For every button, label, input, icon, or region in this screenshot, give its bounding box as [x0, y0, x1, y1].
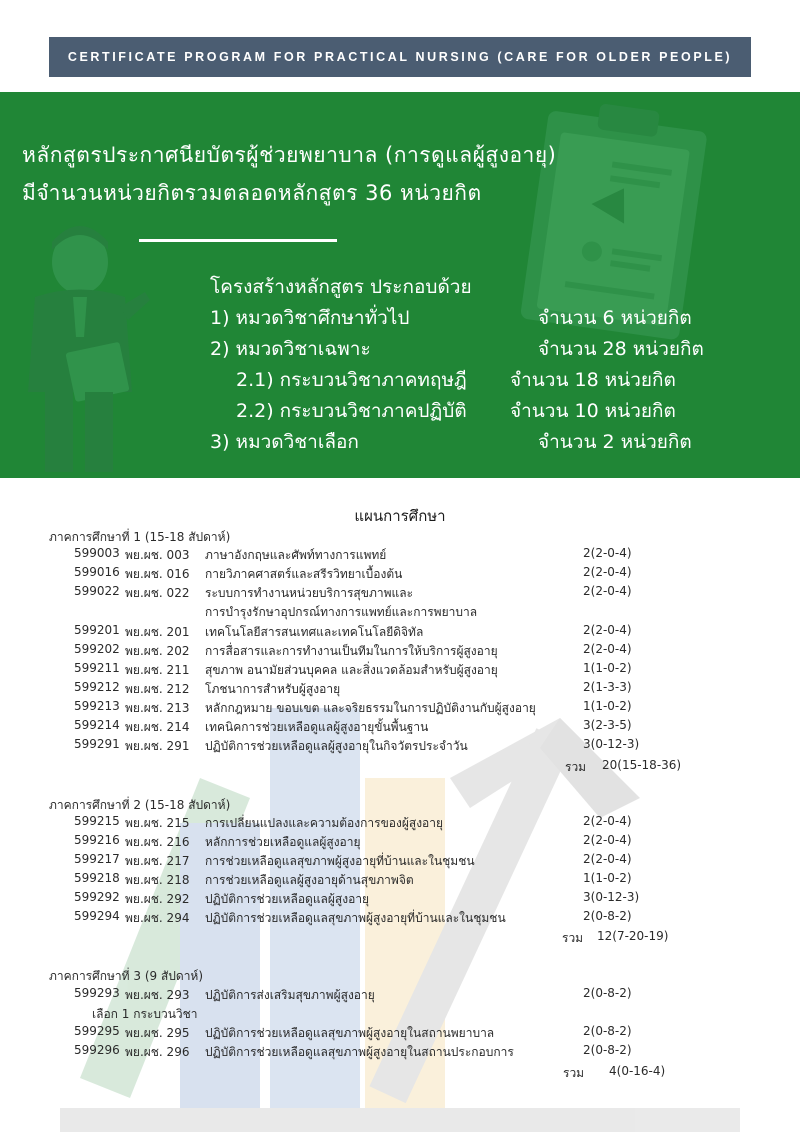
course-credits: 3(2-3-5) — [583, 718, 632, 732]
course-code: 599295 — [74, 1024, 120, 1038]
course-credits: 2(0-8-2) — [583, 909, 632, 923]
course-row — [0, 1024, 800, 1043]
structure-label: 2.2) กระบวนวิชาภาคปฏิบัติ — [236, 400, 467, 422]
course-row — [0, 890, 800, 909]
course-row — [0, 642, 800, 661]
course-abbr: พย.ผช. 295 — [125, 1026, 190, 1040]
course-code: 599022 — [74, 584, 120, 598]
course-code: 599201 — [74, 623, 120, 637]
study-plan — [0, 478, 800, 1132]
structure-label: 2) หมวดวิชาเฉพาะ — [210, 338, 371, 360]
course-row — [0, 737, 800, 756]
course-abbr: พย.ผช. 202 — [125, 644, 190, 658]
course-name: การช่วยเหลือดูแลสุขภาพผู้สูงอายุที่บ้านและในชุมชน — [205, 854, 475, 868]
course-name: ปฏิบัติการช่วยเหลือดูแลผู้สูงอายุ — [205, 892, 370, 906]
structure-row — [210, 396, 750, 427]
course-credits: 2(2-0-4) — [583, 814, 632, 828]
semester-heading: ภาคการศึกษาที่ 3 (9 สัปดาห์) — [49, 969, 204, 983]
course-code: 599291 — [74, 737, 120, 751]
course-name-continued: การบำรุงรักษาอุปกรณ์ทางการแพทย์และการพยาบาล — [205, 605, 478, 619]
course-credits: 2(1-3-3) — [583, 680, 632, 694]
course-name: การช่วยเหลือดูแลผู้สูงอายุด้านสุขภาพจิต — [205, 873, 414, 887]
course-code: 599215 — [74, 814, 120, 828]
structure-credits: จำนวน 2 หน่วยกิต — [538, 431, 692, 453]
course-abbr: พย.ผช. 212 — [125, 682, 190, 696]
structure-credits: จำนวน 6 หน่วยกิต — [538, 307, 692, 329]
course-name: โภชนาการสำหรับผู้สูงอายุ — [205, 682, 341, 696]
course-row — [0, 680, 800, 699]
course-abbr: พย.ผช. 216 — [125, 835, 190, 849]
total-label: รวม — [565, 760, 587, 774]
course-credits: 1(1-0-2) — [583, 699, 632, 713]
course-name: ระบบการทำงานหน่วยบริการสุขภาพและ — [205, 586, 414, 600]
course-abbr: พย.ผช. 291 — [125, 739, 190, 753]
course-credits: 2(0-8-2) — [583, 986, 632, 1000]
course-abbr: พย.ผช. 296 — [125, 1045, 190, 1059]
course-abbr: พย.ผช. 003 — [125, 548, 190, 562]
course-row — [0, 909, 800, 928]
banner-title — [22, 136, 556, 212]
structure-heading-row — [210, 272, 750, 303]
course-code: 599212 — [74, 680, 120, 694]
course-abbr: พย.ผช. 211 — [125, 663, 190, 677]
course-row — [0, 852, 800, 871]
structure-label: 3) หมวดวิชาเลือก — [210, 431, 359, 453]
course-credits: 1(1-0-2) — [583, 871, 632, 885]
course-code: 599213 — [74, 699, 120, 713]
course-code: 599216 — [74, 833, 120, 847]
course-code: 599202 — [74, 642, 120, 656]
structure-label: 2.1) กระบวนวิชาภาคทฤษฎี — [236, 369, 467, 391]
teacher-illustration — [28, 226, 150, 472]
course-abbr: พย.ผช. 213 — [125, 701, 190, 715]
curriculum-structure — [210, 272, 750, 458]
structure-credits: จำนวน 28 หน่วยกิต — [538, 338, 704, 360]
course-row — [0, 661, 800, 680]
structure-credits: จำนวน 18 หน่วยกิต — [510, 369, 676, 391]
course-credits: 2(2-0-4) — [583, 584, 632, 598]
course-credits: 2(2-0-4) — [583, 642, 632, 656]
course-credits: 2(2-0-4) — [583, 852, 632, 866]
program-title-bar — [49, 37, 751, 77]
course-name: หลักการช่วยเหลือดูแลผู้สูงอายุ — [205, 835, 361, 849]
total-credits: 20(15-18-36) — [602, 758, 682, 772]
course-code: 599217 — [74, 852, 120, 866]
course-abbr: พย.ผช. 201 — [125, 625, 190, 639]
hero-banner — [0, 92, 800, 478]
course-abbr: พย.ผช. 022 — [125, 586, 190, 600]
divider-line — [139, 239, 337, 242]
total-credits: 4(0-16-4) — [609, 1064, 666, 1078]
course-code: 599292 — [74, 890, 120, 904]
course-row — [0, 718, 800, 737]
total-label: รวม — [563, 1066, 585, 1080]
course-name: ปฏิบัติการช่วยเหลือดูแลสุขภาพผู้สูงอายุที่บ้านและในชุมชน — [205, 911, 506, 925]
course-name: สุขภาพ อนามัยส่วนบุคคล และสิ่งแวดล้อมสำหรับผู้สูงอายุ — [205, 663, 498, 677]
structure-row — [210, 334, 750, 365]
elective-note: เลือก 1 กระบวนวิชา — [92, 1007, 198, 1021]
course-credits: 2(2-0-4) — [583, 833, 632, 847]
course-name: หลักกฎหมาย ขอบเขต และจริยธรรมในการปฏิบัติงานกับผู้สูงอายุ — [205, 701, 536, 715]
course-code: 599214 — [74, 718, 120, 732]
banner-title-line-2: มีจำนวนหน่วยกิตรวมตลอดหลักสูตร 36 หน่วยกิต — [22, 181, 482, 205]
course-row — [0, 871, 800, 890]
course-abbr: พย.ผช. 214 — [125, 720, 190, 734]
course-name: ปฏิบัติการส่งเสริมสุขภาพผู้สูงอายุ — [205, 988, 375, 1002]
course-name: เทคนิคการช่วยเหลือดูแลผู้สูงอายุขั้นพื้นฐาน — [205, 720, 429, 734]
course-abbr: พย.ผช. 293 — [125, 988, 190, 1002]
course-row — [0, 623, 800, 642]
course-credits: 2(0-8-2) — [583, 1024, 632, 1038]
course-abbr: พย.ผช. 218 — [125, 873, 190, 887]
course-name: ภาษาอังกฤษและศัพท์ทางการแพทย์ — [205, 548, 387, 562]
structure-row — [210, 427, 750, 458]
course-abbr: พย.ผช. 217 — [125, 854, 190, 868]
course-row — [0, 546, 800, 565]
course-abbr: พย.ผช. 294 — [125, 911, 190, 925]
course-name: ปฏิบัติการช่วยเหลือดูแลผู้สูงอายุในกิจวัตรประจำวัน — [205, 739, 468, 753]
course-name: กายวิภาคศาสตร์และสรีรวิทยาเบื้องต้น — [205, 567, 403, 581]
course-name: ปฏิบัติการช่วยเหลือดูแลสุขภาพผู้สูงอายุในสถานพยาบาล — [205, 1026, 495, 1040]
total-label: รวม — [562, 931, 584, 945]
structure-label: 1) หมวดวิชาศึกษาทั่วไป — [210, 307, 410, 329]
course-row — [0, 699, 800, 718]
course-code: 599211 — [74, 661, 120, 675]
course-code: 599296 — [74, 1043, 120, 1057]
structure-credits: จำนวน 10 หน่วยกิต — [510, 400, 676, 422]
course-name: การสื่อสารและการทำงานเป็นทีมในการให้บริการผู้สูงอายุ — [205, 644, 498, 658]
course-code: 599218 — [74, 871, 120, 885]
course-code: 599293 — [74, 986, 120, 1000]
course-code: 599003 — [74, 546, 120, 560]
course-name: ปฏิบัติการช่วยเหลือดูแลสุขภาพผู้สูงอายุในสถานประกอบการ — [205, 1045, 514, 1059]
course-abbr: พย.ผช. 292 — [125, 892, 190, 906]
course-row — [0, 584, 800, 603]
plan-title: แผนการศึกษา — [354, 507, 446, 525]
total-credits: 12(7-20-19) — [597, 929, 669, 943]
course-name: การเปลี่ยนแปลงและความต้องการของผู้สูงอายุ — [205, 816, 444, 830]
structure-heading: โครงสร้างหลักสูตร ประกอบด้วย — [210, 276, 472, 298]
course-row — [0, 565, 800, 584]
course-credits: 2(2-0-4) — [583, 623, 632, 637]
structure-row — [210, 303, 750, 334]
course-credits: 3(0-12-3) — [583, 737, 640, 751]
course-name: เทคโนโลยีสารสนเทศและเทคโนโลยีดิจิทัล — [205, 625, 424, 639]
course-row — [0, 814, 800, 833]
semester-heading: ภาคการศึกษาที่ 1 (15-18 สัปดาห์) — [49, 530, 231, 544]
structure-row — [210, 365, 750, 396]
course-row — [0, 833, 800, 852]
course-credits: 2(2-0-4) — [583, 546, 632, 560]
course-abbr: พย.ผช. 215 — [125, 816, 190, 830]
course-code: 599016 — [74, 565, 120, 579]
course-credits: 1(1-0-2) — [583, 661, 632, 675]
semester-heading: ภาคการศึกษาที่ 2 (15-18 สัปดาห์) — [49, 798, 231, 812]
course-code: 599294 — [74, 909, 120, 923]
banner-title-line-1: หลักสูตรประกาศนียบัตรผู้ช่วยพยาบาล (การดูแลผู้สูงอายุ) — [22, 143, 557, 167]
course-credits: 3(0-12-3) — [583, 890, 640, 904]
course-row — [0, 1043, 800, 1062]
course-credits: 2(0-8-2) — [583, 1043, 632, 1057]
program-title: CERTIFICATE PROGRAM FOR PRACTICAL NURSING (CARE FOR OLDER PEOPLE) — [67, 50, 733, 64]
course-row — [0, 986, 800, 1005]
course-credits: 2(2-0-4) — [583, 565, 632, 579]
course-abbr: พย.ผช. 016 — [125, 567, 190, 581]
